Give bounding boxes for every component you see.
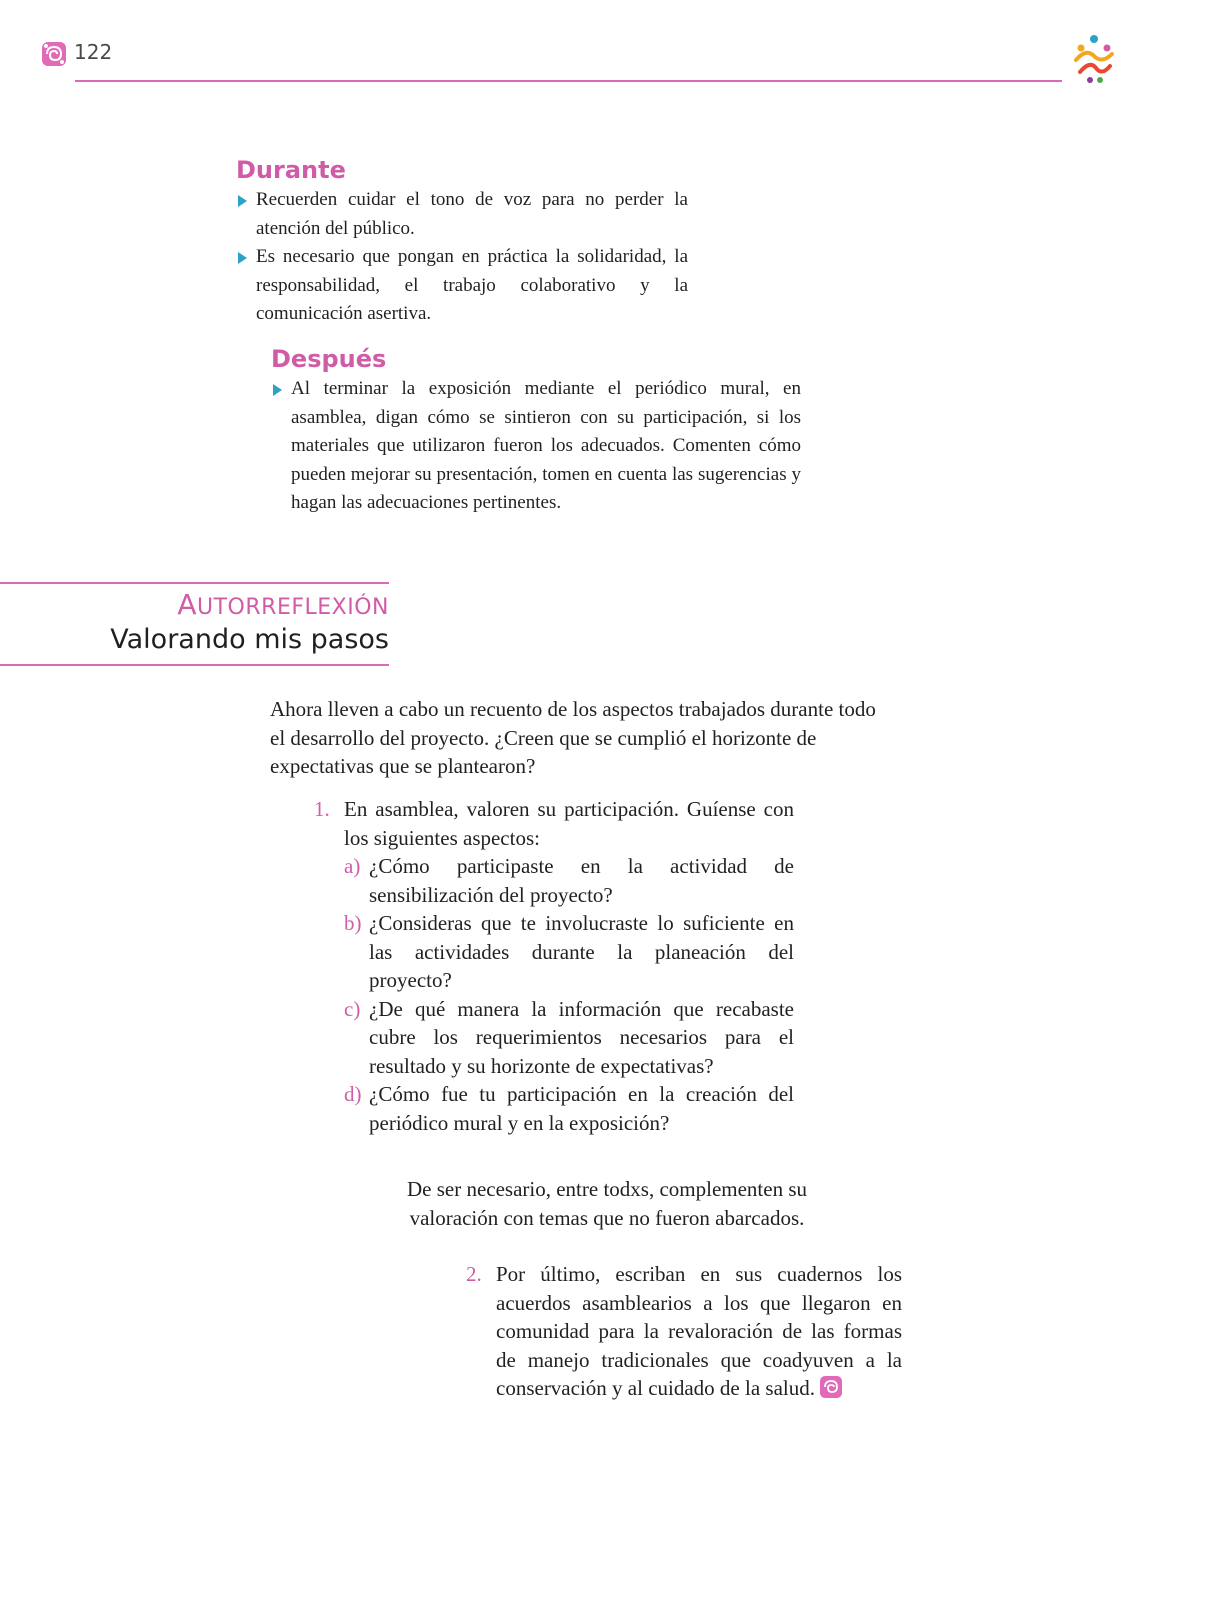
sub-question-list (344, 852, 794, 1137)
section-heading-durante: Durante (236, 156, 346, 184)
numbered-item-1 (314, 795, 794, 1137)
bullet-triangle-icon (238, 252, 247, 264)
despues-bullet-list (271, 375, 801, 518)
sub-question-text: ¿Consideras que te involucraste lo suficiente en las actividades durante la planeación del proyecto? (369, 911, 794, 992)
band-top-divider (0, 582, 389, 584)
item-text: Por último, escriban en sus cuadernos los acuerdos asamblearios a los que llegaron en comunidad para la revaloración de las formas de manejo tradicionales que coadyuven a la conservación y al cuidado de la salud. (496, 1262, 902, 1400)
sub-question-letter: c) (344, 996, 361, 1021)
bullet-text: Al terminar la exposición mediante el periódico mural, en asamblea, digan cómo se sintieron con su participación, si los materiales que utilizaron fueron los adecuados. Comenten cómo pueden mejorar su presentación, tomen en cuenta las sugerencias y hagan las adecuaciones pertinentes. (291, 378, 801, 513)
list-item (236, 186, 688, 243)
title-first-letter: A (177, 588, 198, 621)
numbered-item-2 (466, 1260, 902, 1403)
header-divider (75, 80, 1062, 82)
sub-question-letter: d) (344, 1082, 362, 1106)
section-heading-despues: Después (271, 345, 387, 373)
sub-question-letter: b) (344, 911, 362, 935)
bullet-text: Recuerden cuidar el tono de voz para no perder la atención del público. (256, 189, 688, 239)
closing-note: De ser necesario, entre todxs, complementen su valoración con temas que no fueron abarcados. (406, 1177, 808, 1230)
title-small-caps: UTORREFLEXIÓN (197, 595, 389, 620)
sub-question-item (344, 852, 794, 909)
bullet-triangle-icon (238, 195, 247, 207)
list-item (236, 243, 688, 329)
sub-question-item (344, 995, 794, 1081)
sub-question-text: ¿De qué manera la información que recabaste cubre los requerimientos necesarios para el resultado y su horizonte de expectativas? (369, 996, 794, 1078)
end-of-section-ornament-icon (819, 1375, 843, 1399)
item-number: 1. (314, 797, 330, 821)
colorful-dancing-figures-logo-icon (1066, 30, 1122, 86)
band-bottom-divider (0, 664, 389, 666)
page-number: 122 (74, 40, 113, 64)
sub-question-text: ¿Cómo participaste en la actividad de sensibilización del proyecto? (369, 854, 794, 907)
bullet-text: Es necesario que pongan en práctica la solidaridad, la responsabilidad, el trabajo colaborativo y la comunicación asertiva. (256, 246, 688, 324)
item-text: En asamblea, valoren su participación. Guíense con los siguientes aspectos: (344, 797, 794, 850)
durante-bullet-list (236, 186, 688, 329)
sub-question-item (344, 909, 794, 995)
sub-question-letter: a) (344, 854, 361, 878)
autorreflexion-title (177, 588, 389, 621)
list-item (271, 375, 801, 518)
autorreflexion-subtitle: Valorando mis pasos (110, 624, 389, 655)
sub-question-item (344, 1080, 794, 1137)
item-number: 2. (466, 1262, 482, 1286)
bullet-triangle-icon (273, 384, 282, 396)
sub-question-text: ¿Cómo fue tu participación en la creación del periódico mural y en la exposición? (369, 1082, 794, 1135)
intro-paragraph: Ahora lleven a cabo un recuento de los aspectos trabajados durante todo el desarrollo del proyecto. ¿Creen que se cumplió el horizonte de expectativas que se plantearon? (270, 697, 876, 778)
pink-knot-ornament-icon (40, 40, 68, 68)
